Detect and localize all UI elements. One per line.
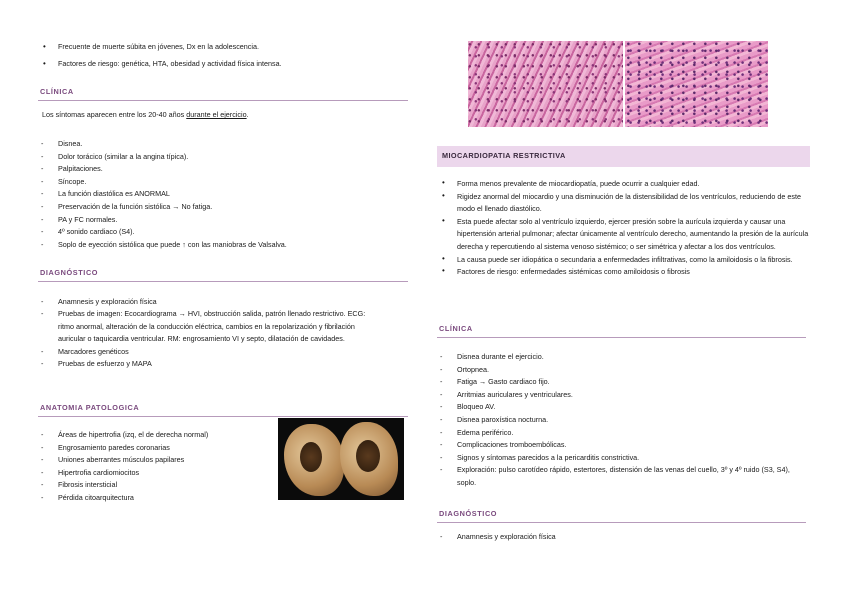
clinica-intro-end: . — [246, 110, 249, 119]
list-item: - Áreas de hipertrofia (izq, el de derecha normal) — [38, 429, 248, 442]
list-item: - La función diastólica es ANORMAL — [38, 188, 406, 201]
list-item: - Marcadores genéticos — [38, 346, 368, 358]
section-header-clinica-restrictiva: CLÍNICA — [437, 324, 806, 338]
section-header-clinica: CLÍNICA — [38, 87, 408, 101]
list-item: - Dolor torácico (similar a la angina típica). — [38, 151, 406, 164]
list-item: - Síncope. — [38, 176, 406, 189]
list-item: • Frecuente de muerte súbita en jóvenes, Dx en la adolescencia. — [38, 42, 408, 52]
list-item: • Esta puede afectar solo al ventrículo izquierdo, ejercer presión sobre la aurícula izquierda y causar una hipertensión arterial pulmonar; afectar únicamente al ventrículo derecho, aumentando la presión de la aurícula derecha y repercutiendo al sistema venoso sistémico; o ser simétrica y afectar a los dos ventrículos. — [437, 216, 810, 254]
list-item: • La causa puede ser idiopática o secundaria a enfermedades infiltrativas, como la amiloidosis o la fibrosis. — [437, 254, 810, 267]
clinica-list — [38, 138, 406, 251]
list-item: - Pruebas de esfuerzo y MAPA — [38, 358, 368, 370]
list-item: - Disnea durante el ejercicio. — [437, 351, 797, 364]
micrograph-image-1 — [468, 41, 623, 127]
list-item: - Hipertrofia cardiomiocitos — [38, 467, 248, 480]
list-item: - Anamnesis y exploración física — [38, 296, 368, 308]
anatomia-list — [38, 429, 248, 505]
list-item: - Signos y síntomas parecidos a la pericarditis constrictiva. — [437, 452, 797, 465]
list-item: - Fibrosis intersticial — [38, 479, 248, 492]
clinica-intro-text: Los síntomas aparecen entre los 20-40 años — [42, 110, 187, 119]
list-item: - Engrosamiento paredes coronarias — [38, 442, 248, 455]
list-item: - Arritmias auriculares y ventriculares. — [437, 389, 797, 402]
list-item: - Anamnesis y exploración física — [437, 532, 797, 542]
clinica-restrictiva-list — [437, 351, 797, 490]
list-item: - PA y FC normales. — [38, 214, 406, 227]
list-item: - Soplo de eyección sistólica que puede ↑ con las maniobras de Valsalva. — [38, 239, 406, 252]
list-item: - 4º sonido cardiaco (S4). — [38, 226, 406, 239]
diagnostico-restrictiva-list — [437, 532, 797, 542]
list-item: - Uniones aberrantes músculos papilares — [38, 454, 248, 467]
list-item: - Disnea paroxística nocturna. — [437, 414, 797, 427]
list-item: - Complicaciones tromboembólicas. — [437, 439, 797, 452]
list-item: - Bloqueo AV. — [437, 401, 797, 414]
list-item: - Disnea. — [38, 138, 406, 151]
section-header-diagnostico: DIAGNÓSTICO — [38, 268, 408, 282]
list-item: - Edema periférico. — [437, 427, 797, 440]
section-header-anatomia: ANATOMIA PATOLOGICA — [38, 403, 408, 417]
clinica-intro — [38, 110, 408, 120]
list-item: • Factores de riesgo: genética, HTA, obesidad y actividad física intensa. — [38, 59, 408, 69]
list-item: - Exploración: pulso carotídeo rápido, estertores, distensión de las venas del cuello, 3º y 4º ruido (S3, S4), soplo. — [437, 464, 797, 489]
list-item: - Pruebas de imagen: Ecocardiograma → HVI, obstrucción salida, patrón llenado restrictivo. ECG: ritmo anormal, alteración de la conducción eléctrica, cambios en la repolarización y fibrilación auricular o taquicardia ventricular. RM: engrosamiento VI y septo, dilatación de cavidades. — [38, 308, 368, 345]
list-item: • Rigidez anormal del miocardio y una disminución de la distensibilidad de los ventrículos, reduciendo de este modo el llenado diastólico. — [437, 191, 810, 216]
list-item: • Forma menos prevalente de miocardiopatía, puede ocurrir a cualquier edad. — [437, 178, 810, 191]
clinica-intro-underline: durante el ejercicio — [186, 110, 247, 119]
list-item: - Pérdida citoarquitectura — [38, 492, 248, 505]
heart-specimen-image — [278, 418, 404, 500]
list-item: - Ortopnea. — [437, 364, 797, 377]
section-header-miocardiopatia: MIOCARDIOPATIA RESTRICTIVA — [437, 146, 810, 167]
intro-list — [38, 42, 408, 70]
section-header-diagnostico-restrictiva: DIAGNÓSTICO — [437, 509, 806, 523]
micrograph-image-2 — [625, 41, 768, 127]
list-item: • Factores de riesgo: enfermedades sistémicas como amiloidosis o fibrosis — [437, 266, 810, 279]
list-item: - Fatiga → Gasto cardiaco fijo. — [437, 376, 797, 389]
miocardiopatia-list — [437, 178, 810, 279]
diagnostico-list — [38, 296, 368, 370]
list-item: - Palpitaciones. — [38, 163, 406, 176]
list-item: - Preservación de la función sistólica → No fatiga. — [38, 201, 406, 214]
ventricle-cavity-left — [300, 442, 322, 472]
ventricle-cavity-right — [356, 440, 380, 472]
